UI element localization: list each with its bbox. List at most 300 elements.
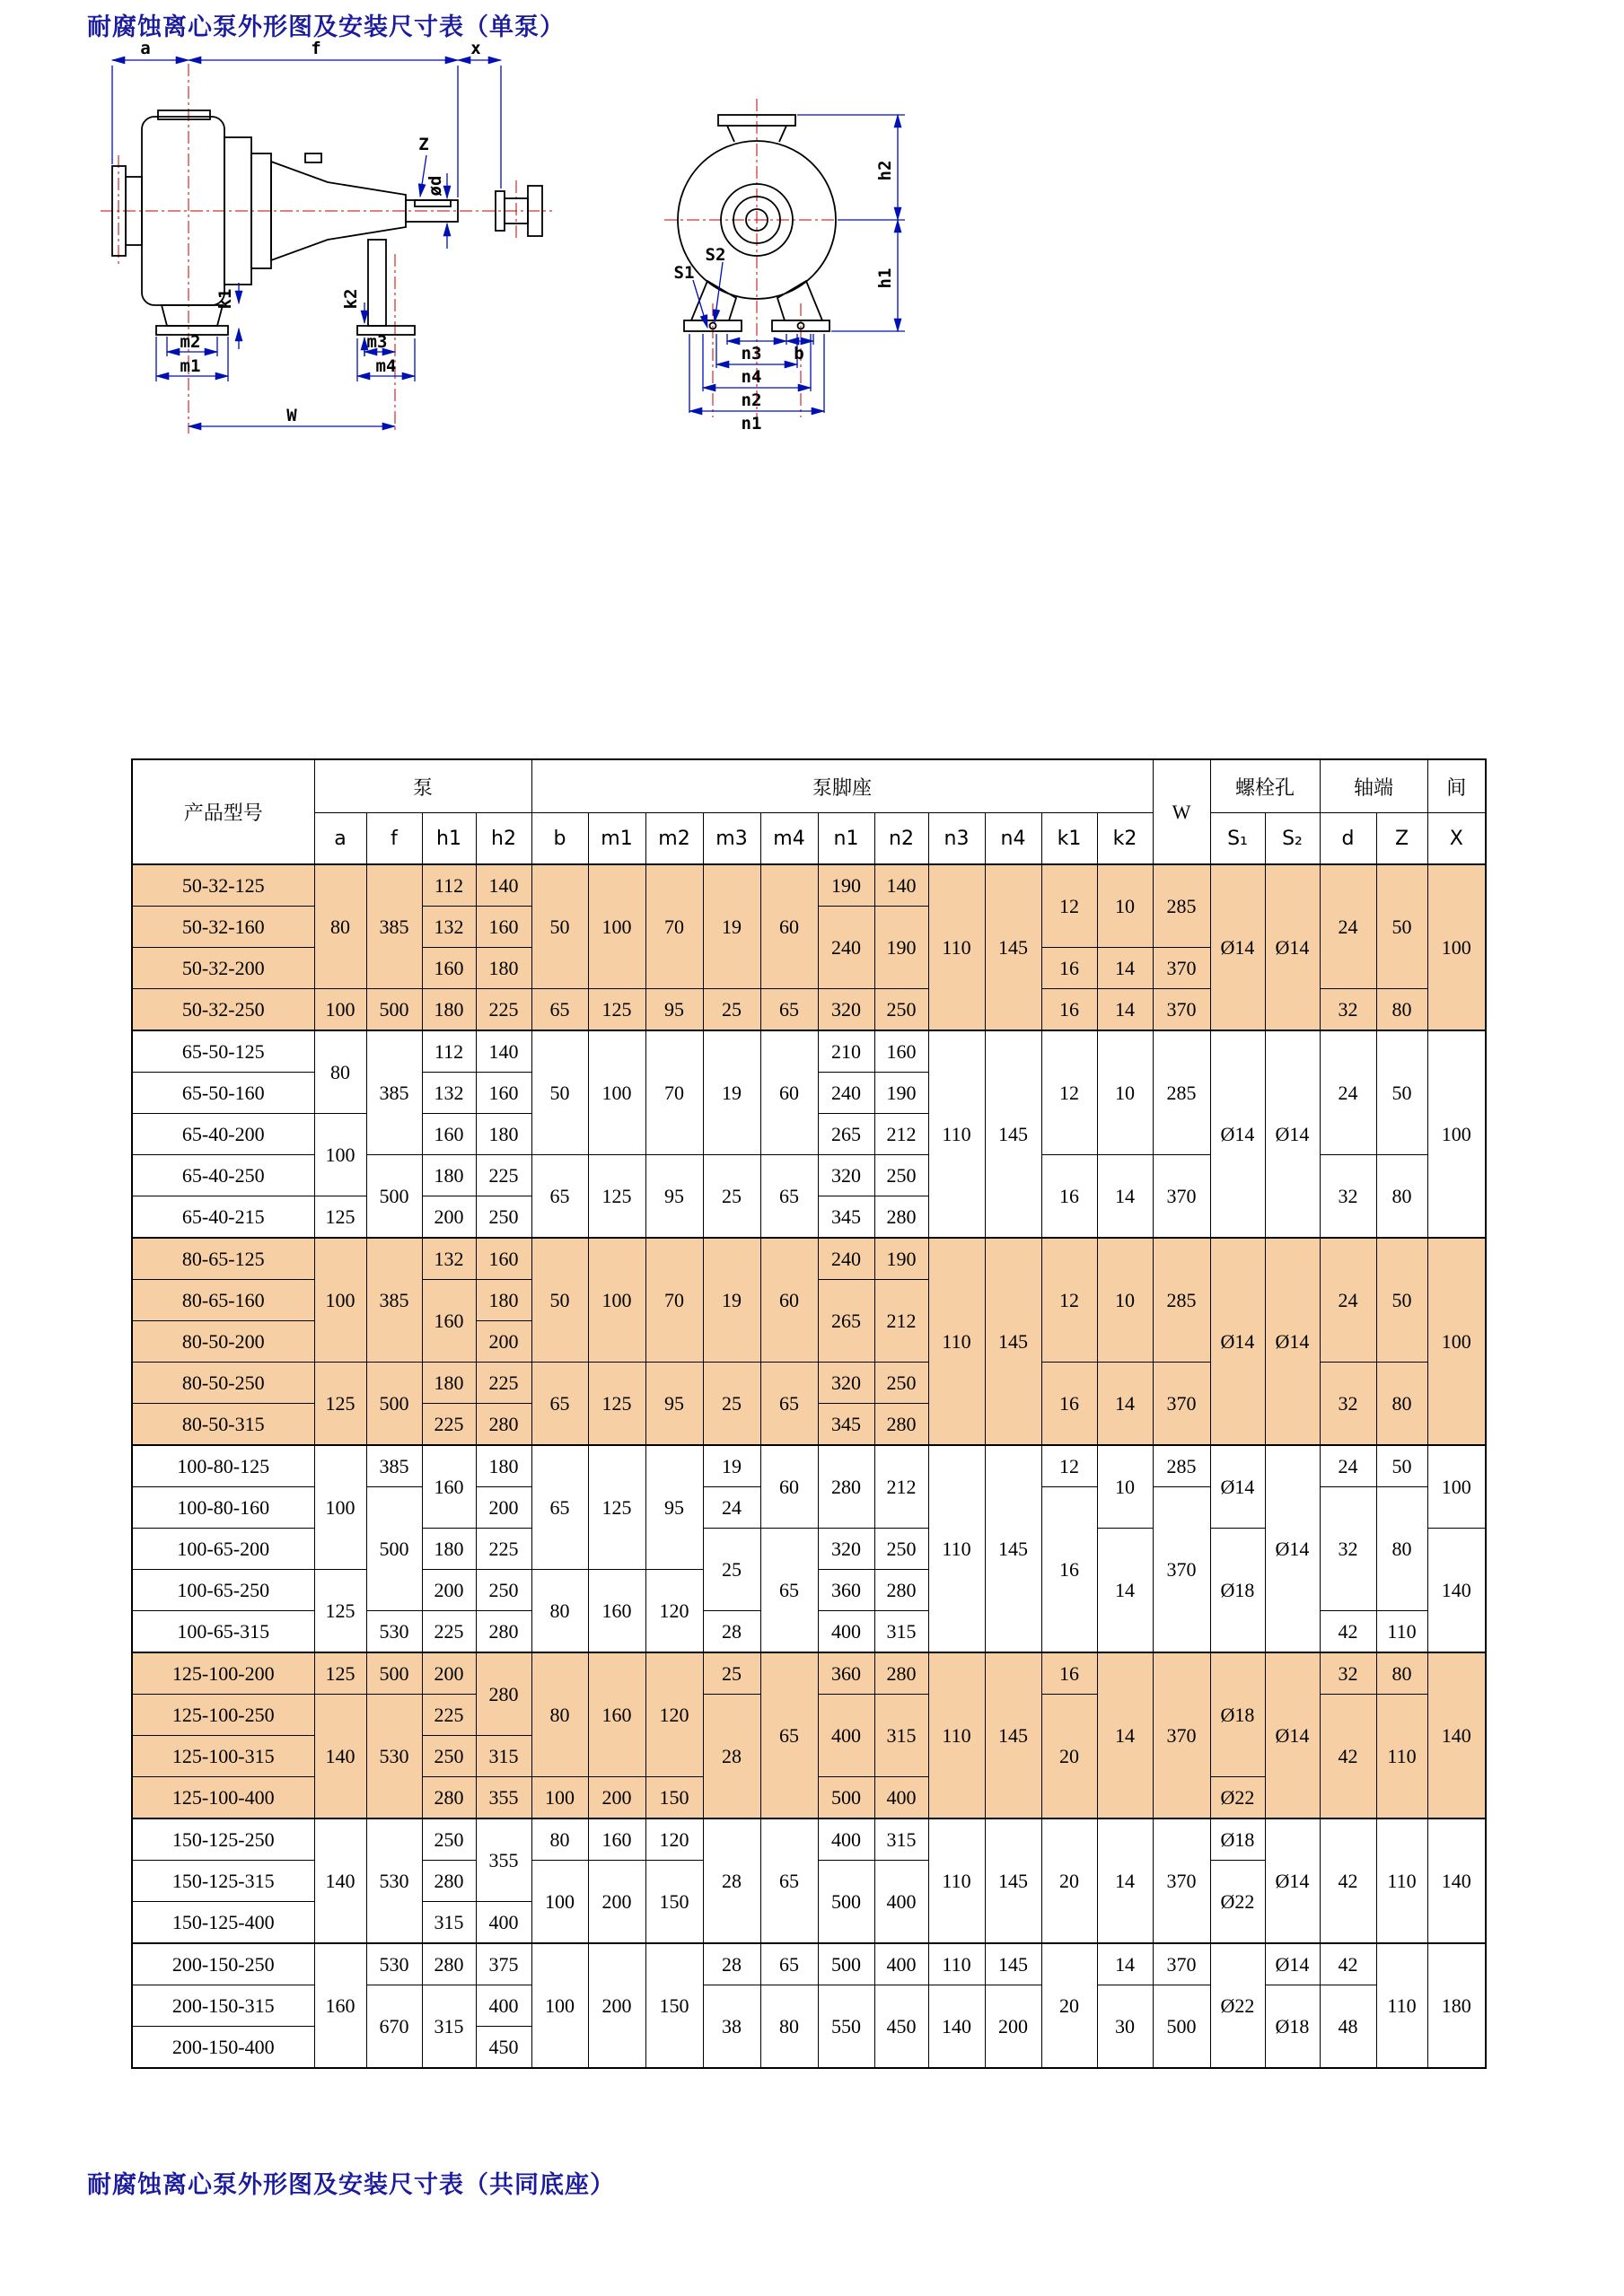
value-cell: 200 <box>422 1570 476 1611</box>
value-cell: 385 <box>366 1030 422 1155</box>
value-cell: 360 <box>818 1652 874 1695</box>
value-cell: 70 <box>645 1238 703 1363</box>
value-cell: 25 <box>703 989 760 1031</box>
model-cell: 65-40-200 <box>132 1114 314 1155</box>
value-cell: 125 <box>314 1196 366 1239</box>
value-cell: 200 <box>985 1985 1041 2069</box>
value-cell: 110 <box>928 1445 985 1652</box>
value-cell: 400 <box>874 1777 928 1819</box>
table-row <box>132 1030 1486 1073</box>
model-cell: 100-80-160 <box>132 1487 314 1529</box>
value-cell: 400 <box>476 1902 531 1944</box>
model-cell: 200-150-250 <box>132 1943 314 1985</box>
value-cell: 25 <box>703 1652 760 1695</box>
value-cell: 30 <box>1097 1985 1153 2069</box>
value-cell: 24 <box>703 1487 760 1529</box>
value-cell: 32 <box>1320 1155 1376 1239</box>
value-cell: 65 <box>760 989 818 1031</box>
value-cell: 125 <box>588 1363 645 1446</box>
header-m1: m1 <box>588 813 645 865</box>
value-cell: 280 <box>874 1404 928 1446</box>
bottom-title: 耐腐蚀离心泵外形图及安装尺寸表（共同底座） <box>87 2171 615 2198</box>
value-cell: 25 <box>703 1363 760 1446</box>
value-cell: 100 <box>531 1861 588 1944</box>
value-cell: 450 <box>476 2027 531 2069</box>
value-cell: 450 <box>874 1985 928 2069</box>
value-cell: 160 <box>422 1114 476 1155</box>
value-cell: 280 <box>874 1652 928 1695</box>
value-cell: 160 <box>874 1030 928 1073</box>
value-cell: 120 <box>645 1570 703 1653</box>
value-cell: 28 <box>703 1695 760 1819</box>
value-cell: 100 <box>314 989 366 1031</box>
value-cell: Ø18 <box>1210 1818 1265 1861</box>
value-cell: 250 <box>422 1736 476 1777</box>
value-cell: 200 <box>422 1196 476 1239</box>
dim-od-label: ød <box>426 175 445 197</box>
value-cell: Ø22 <box>1210 1943 1265 2068</box>
value-cell: 500 <box>366 1652 422 1695</box>
value-cell: 100 <box>1427 1445 1486 1529</box>
value-cell: 250 <box>476 1196 531 1239</box>
value-cell: 285 <box>1153 864 1210 948</box>
table-row <box>132 1238 1486 1280</box>
value-cell: 70 <box>645 864 703 989</box>
value-cell: 80 <box>1376 1652 1427 1695</box>
value-cell: 50 <box>1376 1238 1427 1363</box>
value-cell: 250 <box>422 1818 476 1861</box>
value-cell: 60 <box>760 1238 818 1363</box>
value-cell: 150 <box>645 1861 703 1944</box>
model-cell: 50-32-125 <box>132 864 314 907</box>
model-cell: 150-125-315 <box>132 1861 314 1902</box>
value-cell: 12 <box>1041 1445 1097 1487</box>
value-cell: 24 <box>1320 864 1376 989</box>
dimension-lines <box>112 60 501 426</box>
value-cell: 80 <box>1376 1487 1427 1611</box>
value-cell: 360 <box>818 1570 874 1611</box>
value-cell: 140 <box>314 1818 366 1943</box>
dim-w-label: W <box>286 406 297 425</box>
value-cell: Ø14 <box>1265 1652 1320 1818</box>
header-k2: k2 <box>1097 813 1153 865</box>
value-cell: 50 <box>1376 864 1427 989</box>
value-cell: 125 <box>314 1570 366 1653</box>
value-cell: 100 <box>314 1238 366 1363</box>
value-cell: 320 <box>818 1529 874 1570</box>
dim-z-label: Z <box>418 135 429 154</box>
dim-h1-label: h1 <box>875 267 895 289</box>
value-cell: 80 <box>531 1818 588 1861</box>
header-x: X <box>1427 813 1486 865</box>
value-cell: 150 <box>645 1943 703 2068</box>
value-cell: 65 <box>531 1363 588 1446</box>
model-cell: 200-150-315 <box>132 1985 314 2027</box>
value-cell: Ø14 <box>1265 1238 1320 1445</box>
value-cell: 160 <box>588 1570 645 1653</box>
value-cell: 400 <box>818 1695 874 1777</box>
header-b: b <box>531 813 588 865</box>
dim-m3-label: m3 <box>366 332 388 352</box>
value-cell: 315 <box>476 1736 531 1777</box>
value-cell: 315 <box>422 1985 476 2069</box>
value-cell: 25 <box>703 1529 760 1611</box>
header-foot-group: 泵脚座 <box>531 759 1153 813</box>
value-cell: 42 <box>1320 1943 1376 1985</box>
value-cell: 145 <box>985 1238 1041 1445</box>
table-row <box>132 864 1486 907</box>
value-cell: Ø22 <box>1210 1777 1265 1819</box>
value-cell: 400 <box>874 1861 928 1944</box>
value-cell: 530 <box>366 1695 422 1819</box>
table-row <box>132 1445 1486 1487</box>
header-s1: S₁ <box>1210 813 1265 865</box>
value-cell: 212 <box>874 1445 928 1529</box>
value-cell: 12 <box>1041 1238 1097 1363</box>
model-cell: 65-40-250 <box>132 1155 314 1196</box>
pump-body-outline <box>112 110 542 335</box>
value-cell: 160 <box>314 1943 366 2068</box>
value-cell: 32 <box>1320 1363 1376 1446</box>
value-cell: 160 <box>588 1652 645 1777</box>
value-cell: 100 <box>1427 1238 1486 1445</box>
value-cell: 28 <box>703 1943 760 1985</box>
value-cell: 140 <box>1427 1652 1486 1818</box>
value-cell: 180 <box>422 1529 476 1570</box>
value-cell: 12 <box>1041 1030 1097 1155</box>
value-cell: 125 <box>588 989 645 1031</box>
dim-k1-label: k1 <box>215 288 235 310</box>
value-cell: 385 <box>366 864 422 989</box>
value-cell: Ø14 <box>1210 1030 1265 1238</box>
value-cell: 180 <box>1427 1943 1486 2068</box>
header-s2: S₂ <box>1265 813 1320 865</box>
value-cell: 315 <box>422 1902 476 1944</box>
value-cell: 345 <box>818 1196 874 1239</box>
header-m2: m2 <box>645 813 703 865</box>
value-cell: 355 <box>476 1818 531 1902</box>
value-cell: 190 <box>874 907 928 989</box>
value-cell: 14 <box>1097 1652 1153 1818</box>
value-cell: 180 <box>422 1363 476 1404</box>
value-cell: Ø18 <box>1210 1652 1265 1777</box>
value-cell: 20 <box>1041 1695 1097 1819</box>
value-cell: 65 <box>760 1652 818 1818</box>
value-cell: 14 <box>1097 1363 1153 1446</box>
table-row <box>132 1818 1486 1861</box>
header-h1: h1 <box>422 813 476 865</box>
value-cell: 280 <box>874 1570 928 1611</box>
header-d: d <box>1320 813 1376 865</box>
model-cell: 80-65-125 <box>132 1238 314 1280</box>
value-cell: 140 <box>476 1030 531 1073</box>
value-cell: 14 <box>1097 1155 1153 1239</box>
model-cell: 80-50-315 <box>132 1404 314 1446</box>
value-cell: 65 <box>760 1155 818 1239</box>
value-cell: 280 <box>476 1404 531 1446</box>
table-row <box>132 1652 1486 1695</box>
value-cell: 110 <box>1376 1695 1427 1819</box>
value-cell: 10 <box>1097 864 1153 948</box>
value-cell: 110 <box>1376 1818 1427 1943</box>
model-cell: 50-32-250 <box>132 989 314 1031</box>
dimension-table <box>131 758 1487 2069</box>
value-cell: 14 <box>1097 1943 1153 1985</box>
value-cell: 140 <box>1427 1529 1486 1653</box>
value-cell: Ø14 <box>1265 1445 1320 1652</box>
value-cell: 225 <box>476 989 531 1031</box>
dim-b-label: b <box>794 344 804 364</box>
value-cell: 212 <box>874 1280 928 1363</box>
value-cell: 100 <box>588 864 645 989</box>
value-cell: 95 <box>645 1363 703 1446</box>
value-cell: 180 <box>476 948 531 989</box>
value-cell: 100 <box>1427 864 1486 1030</box>
value-cell: 140 <box>476 864 531 907</box>
value-cell: 10 <box>1097 1445 1153 1529</box>
model-cell: 125-100-315 <box>132 1736 314 1777</box>
value-cell: 80 <box>531 1570 588 1653</box>
value-cell: 200 <box>588 1943 645 2068</box>
value-cell: 225 <box>422 1611 476 1653</box>
value-cell: 110 <box>928 1030 985 1238</box>
value-cell: 250 <box>874 1529 928 1570</box>
header-f: f <box>366 813 422 865</box>
header-sub-row <box>132 813 1486 865</box>
value-cell: Ø14 <box>1265 1818 1320 1943</box>
value-cell: 500 <box>366 1487 422 1611</box>
value-cell: 145 <box>985 864 1041 1030</box>
value-cell: 200 <box>476 1487 531 1529</box>
value-cell: 80 <box>1376 989 1427 1031</box>
dim-a-label: a <box>140 40 151 58</box>
value-cell: 50 <box>1376 1030 1427 1155</box>
value-cell: 10 <box>1097 1238 1153 1363</box>
value-cell: 370 <box>1153 1652 1210 1818</box>
dim-s2-label: S2 <box>705 245 726 265</box>
header-n2: n2 <box>874 813 928 865</box>
value-cell: Ø14 <box>1265 1943 1320 1985</box>
value-cell: 385 <box>366 1238 422 1363</box>
model-cell: 125-100-400 <box>132 1777 314 1819</box>
table-row <box>132 1943 1486 1985</box>
value-cell: 240 <box>818 1073 874 1114</box>
value-cell: 100 <box>1427 1030 1486 1238</box>
value-cell: 160 <box>588 1818 645 1861</box>
value-cell: 14 <box>1097 989 1153 1031</box>
model-cell: 80-65-160 <box>132 1280 314 1321</box>
value-cell: 160 <box>422 1445 476 1529</box>
value-cell: 120 <box>645 1818 703 1861</box>
header-h2: h2 <box>476 813 531 865</box>
value-cell: 200 <box>422 1652 476 1695</box>
value-cell: 280 <box>874 1196 928 1239</box>
value-cell: 180 <box>422 989 476 1031</box>
value-cell: 95 <box>645 1155 703 1239</box>
value-cell: 60 <box>760 864 818 989</box>
value-cell: 100 <box>531 1943 588 2068</box>
value-cell: 60 <box>760 1030 818 1155</box>
value-cell: 10 <box>1097 1030 1153 1155</box>
value-cell: 100 <box>588 1238 645 1363</box>
value-cell: 110 <box>1376 1611 1427 1653</box>
value-cell: 80 <box>314 864 366 989</box>
value-cell: 280 <box>422 1861 476 1902</box>
model-cell: 150-125-250 <box>132 1818 314 1861</box>
value-cell: 42 <box>1320 1695 1376 1819</box>
value-cell: 32 <box>1320 989 1376 1031</box>
value-cell: Ø14 <box>1265 864 1320 1030</box>
value-cell: 48 <box>1320 1985 1376 2069</box>
value-cell: 370 <box>1153 948 1210 989</box>
value-cell: 19 <box>703 1238 760 1363</box>
value-cell: 280 <box>476 1652 531 1736</box>
value-cell: 160 <box>422 948 476 989</box>
value-cell: 190 <box>818 864 874 907</box>
value-cell: 530 <box>366 1611 422 1653</box>
header-bolt-group: 螺栓孔 <box>1210 759 1320 813</box>
value-cell: 370 <box>1153 1363 1210 1446</box>
value-cell: 110 <box>928 1943 985 1985</box>
model-cell: 125-100-200 <box>132 1652 314 1695</box>
value-cell: 16 <box>1041 1652 1097 1695</box>
value-cell: 145 <box>985 1943 1041 1985</box>
value-cell: 100 <box>314 1445 366 1570</box>
value-cell: Ø14 <box>1210 1445 1265 1529</box>
value-cell: 95 <box>645 1445 703 1570</box>
header-gap-group: 间 <box>1427 759 1486 813</box>
value-cell: 110 <box>928 1238 985 1445</box>
header-n1: n1 <box>818 813 874 865</box>
value-cell: 145 <box>985 1818 1041 1943</box>
value-cell: 500 <box>818 1777 874 1819</box>
value-cell: 225 <box>422 1695 476 1736</box>
header-k1: k1 <box>1041 813 1097 865</box>
value-cell: 100 <box>314 1114 366 1196</box>
value-cell: 250 <box>874 989 928 1031</box>
value-cell: 370 <box>1153 1155 1210 1239</box>
value-cell: 400 <box>818 1611 874 1653</box>
value-cell: 225 <box>476 1363 531 1404</box>
header-m3: m3 <box>703 813 760 865</box>
table-body <box>132 864 1486 2068</box>
value-cell: Ø18 <box>1265 1985 1320 2069</box>
value-cell: 180 <box>476 1114 531 1155</box>
value-cell: 100 <box>588 1030 645 1155</box>
dim-s1-label: S1 <box>673 263 695 283</box>
value-cell: 60 <box>760 1445 818 1529</box>
value-cell: 32 <box>1320 1487 1376 1611</box>
value-cell: 500 <box>366 1155 422 1239</box>
value-cell: 19 <box>703 1445 760 1487</box>
model-cell: 200-150-400 <box>132 2027 314 2069</box>
value-cell: 110 <box>928 864 985 1030</box>
value-cell: 70 <box>645 1030 703 1155</box>
value-cell: 50 <box>531 864 588 989</box>
value-cell: Ø14 <box>1210 1238 1265 1445</box>
value-cell: 132 <box>422 907 476 948</box>
value-cell: 180 <box>422 1155 476 1196</box>
value-cell: 125 <box>588 1445 645 1570</box>
value-cell: 212 <box>874 1114 928 1155</box>
value-cell: 160 <box>476 1238 531 1280</box>
value-cell: 400 <box>476 1985 531 2027</box>
value-cell: 125 <box>314 1363 366 1446</box>
value-cell: 42 <box>1320 1818 1376 1943</box>
value-cell: 160 <box>476 1073 531 1114</box>
value-cell: 225 <box>476 1529 531 1570</box>
value-cell: Ø18 <box>1210 1529 1265 1653</box>
model-cell: 65-50-125 <box>132 1030 314 1073</box>
header-pump-group: 泵 <box>314 759 531 813</box>
value-cell: 120 <box>645 1652 703 1777</box>
value-cell: 145 <box>985 1030 1041 1238</box>
value-cell: 320 <box>818 1363 874 1404</box>
value-cell: 80 <box>531 1652 588 1777</box>
header-group-row <box>132 759 1486 813</box>
value-cell: 280 <box>476 1611 531 1653</box>
dim-x-label: x <box>470 40 481 58</box>
value-cell: 500 <box>1153 1985 1210 2069</box>
value-cell: 19 <box>703 864 760 989</box>
value-cell: 150 <box>645 1777 703 1819</box>
value-cell: 200 <box>588 1861 645 1944</box>
value-cell: 670 <box>366 1985 422 2069</box>
value-cell: 65 <box>760 1818 818 1943</box>
value-cell: 50 <box>531 1238 588 1363</box>
value-cell: 370 <box>1153 1818 1210 1943</box>
value-cell: 24 <box>1320 1445 1376 1487</box>
value-cell: 125 <box>588 1155 645 1239</box>
value-cell: 375 <box>476 1943 531 1985</box>
value-cell: 140 <box>1427 1818 1486 1943</box>
value-cell: 180 <box>476 1280 531 1321</box>
value-cell: 530 <box>366 1943 422 1985</box>
pump-front-view-drawing <box>628 45 925 467</box>
value-cell: 110 <box>1376 1943 1427 2068</box>
value-cell: 65 <box>760 1943 818 1985</box>
value-cell: 16 <box>1041 1155 1097 1239</box>
value-cell: 110 <box>928 1818 985 1943</box>
model-cell: 100-65-200 <box>132 1529 314 1570</box>
value-cell: 320 <box>818 989 874 1031</box>
value-cell: 80 <box>1376 1363 1427 1446</box>
dim-h2-label: h2 <box>875 160 895 181</box>
model-cell: 100-65-250 <box>132 1570 314 1611</box>
value-cell: 28 <box>703 1818 760 1943</box>
value-cell: 20 <box>1041 1943 1097 2068</box>
dim-n1-label: n1 <box>741 414 762 434</box>
value-cell: 28 <box>703 1611 760 1653</box>
value-cell: 25 <box>703 1155 760 1239</box>
value-cell: 345 <box>818 1404 874 1446</box>
header-n4: n4 <box>985 813 1041 865</box>
dim-m1-label: m1 <box>180 356 201 376</box>
model-cell: 50-32-200 <box>132 948 314 989</box>
value-cell: 132 <box>422 1073 476 1114</box>
value-cell: 190 <box>874 1238 928 1280</box>
value-cell: 65 <box>760 1529 818 1653</box>
value-cell: 400 <box>874 1943 928 1985</box>
header-n3: n3 <box>928 813 985 865</box>
value-cell: 110 <box>928 1652 985 1818</box>
dim-n4-label: n4 <box>741 367 762 387</box>
table-header <box>132 759 1486 864</box>
model-cell: 50-32-160 <box>132 907 314 948</box>
value-cell: 280 <box>422 1777 476 1819</box>
value-cell: 210 <box>818 1030 874 1073</box>
header-a: a <box>314 813 366 865</box>
